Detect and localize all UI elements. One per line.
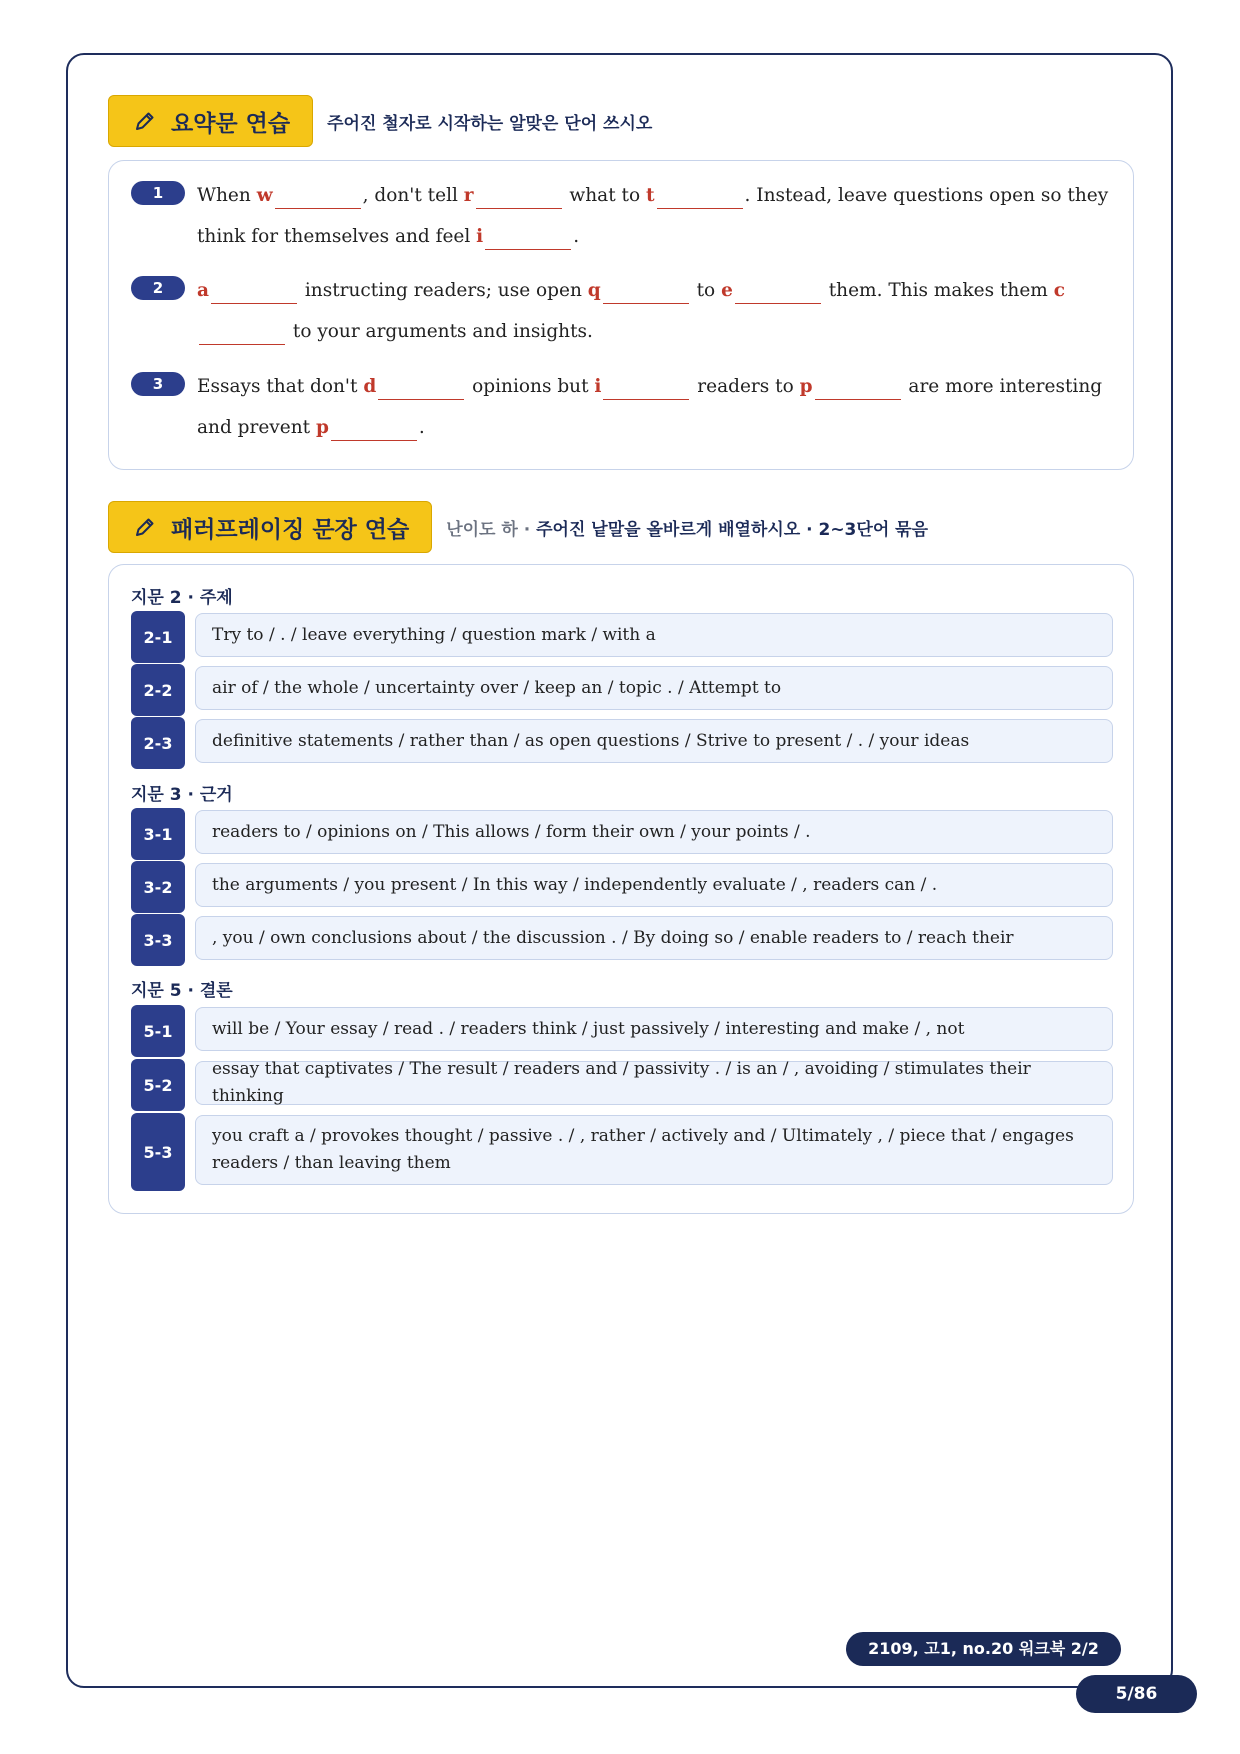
paraphrase-row [131, 916, 1113, 960]
sentence-text: When [197, 185, 257, 206]
paraphrase-row [131, 1115, 1113, 1185]
workbook-tag: 2109, 고1, no.20 워크북 2/2 [846, 1632, 1121, 1666]
sentence-text: are more interesting and prevent [197, 376, 1103, 438]
word-chunks-box: will be / Your essay / read . / readers think / just passively / interesting and make / , not [195, 1007, 1113, 1051]
summary-box [108, 160, 1134, 470]
answer-blank[interactable] [275, 186, 361, 209]
page-number: 5/86 [1076, 1675, 1197, 1713]
summary-section-tag [108, 95, 313, 147]
word-chunks-box: , you / own conclusions about / the discussion . / By doing so / enable readers to / reach their [195, 916, 1113, 960]
answer-blank[interactable] [378, 377, 464, 400]
hint-letter: i [594, 376, 602, 397]
summary-instruction: 주어진 철자로 시작하는 알맞은 단어 쓰시오 [327, 113, 653, 134]
paraphrase-section-tag [108, 501, 432, 553]
pencil-icon [133, 109, 157, 133]
hint-letter: p [315, 417, 329, 438]
word-chunks-box: air of / the whole / uncertainty over / keep an / topic . / Attempt to [195, 666, 1113, 710]
hint-letter: e [721, 280, 733, 301]
paraphrase-row [131, 863, 1113, 907]
row-number-badge: 5-3 [131, 1113, 185, 1191]
row-number-badge: 3-3 [131, 914, 185, 966]
sentence-text: instructing readers; use open [299, 280, 588, 301]
sentence-text: . [573, 226, 580, 247]
summary-sentence [197, 270, 1117, 352]
word-chunks-box: essay that captivates / The result / readers and / passivity . / is an / , avoiding / stimulates their thinking [195, 1061, 1113, 1105]
answer-blank[interactable] [815, 377, 901, 400]
answer-blank[interactable] [735, 281, 821, 304]
paraphrase-instruction: 주어진 낱말을 올바르게 배열하시오 · 2~3단어 묶음 [536, 519, 928, 540]
row-number-badge: 2-3 [131, 717, 185, 769]
answer-blank[interactable] [485, 227, 571, 250]
row-number-badge: 2-2 [131, 664, 185, 716]
pencil-icon [133, 515, 157, 539]
word-chunks-box: definitive statements / rather than / as open questions / Strive to present / . / your ideas [195, 719, 1113, 763]
paraphrase-section-title: 패러프레이징 문장 연습 [171, 516, 410, 543]
sentence-text: what to [563, 185, 646, 206]
row-number-badge: 5-2 [131, 1059, 185, 1111]
hint-letter: d [363, 376, 377, 397]
sentence-text: Essays that don't [197, 376, 364, 397]
sentence-text: , don't tell [362, 185, 464, 206]
sentence-text: . Instead, leave questions open so they think for themselves and feel [197, 185, 1109, 247]
summary-section-title: 요약문 연습 [171, 110, 291, 137]
row-number-badge: 3-1 [131, 808, 185, 860]
sentence-text: opinions but [466, 376, 595, 397]
sentence-text: them. This makes them [822, 280, 1054, 301]
paraphrase-row [131, 1007, 1113, 1051]
hint-letter: i [476, 226, 484, 247]
sentence-text: to your arguments and insights. [287, 321, 593, 342]
answer-blank[interactable] [657, 186, 743, 209]
sentence-text: . [418, 417, 425, 438]
row-number-badge: 2-1 [131, 611, 185, 663]
summary-section-header [108, 95, 652, 147]
answer-blank[interactable] [603, 281, 689, 304]
word-chunks-box: the arguments / you present / In this way / independently evaluate / , readers can / . [195, 863, 1113, 907]
sentence-text: readers to [691, 376, 800, 397]
sentence-text: to [690, 280, 722, 301]
hint-letter: q [587, 280, 601, 301]
word-chunks-box: readers to / opinions on / This allows / form their own / your points / . [195, 810, 1113, 854]
item-number-badge: 3 [131, 372, 185, 396]
hint-letter: t [645, 185, 655, 206]
summary-sentence [197, 175, 1117, 257]
paraphrase-row [131, 719, 1113, 763]
hint-letter: c [1053, 280, 1065, 301]
paraphrase-section-header [108, 501, 928, 553]
source-label: 지문 2 · 주제 [131, 588, 233, 608]
answer-blank[interactable] [331, 418, 417, 441]
paraphrase-row [131, 613, 1113, 657]
hint-letter: a [197, 280, 209, 301]
source-label: 지문 3 · 근거 [131, 785, 233, 805]
paraphrase-box [108, 564, 1134, 1214]
summary-sentence [197, 366, 1117, 448]
paraphrase-row [131, 810, 1113, 854]
source-label: 지문 5 · 결론 [131, 981, 233, 1001]
item-number-badge: 2 [131, 276, 185, 300]
paraphrase-row [131, 1061, 1113, 1105]
row-number-badge: 5-1 [131, 1005, 185, 1057]
answer-blank[interactable] [603, 377, 689, 400]
answer-blank[interactable] [199, 322, 285, 345]
hint-letter: p [799, 376, 813, 397]
hint-letter: r [463, 185, 474, 206]
row-number-badge: 3-2 [131, 861, 185, 913]
answer-blank[interactable] [211, 281, 297, 304]
paraphrase-row [131, 666, 1113, 710]
hint-letter: w [256, 185, 273, 206]
word-chunks-box: Try to / . / leave everything / question mark / with a [195, 613, 1113, 657]
answer-blank[interactable] [476, 186, 562, 209]
difficulty-label: 난이도 하 · [446, 519, 531, 540]
word-chunks-box: you craft a / provokes thought / passive . / , rather / actively and / Ultimately , / piece that / engages readers / than leaving them [195, 1115, 1113, 1185]
item-number-badge: 1 [131, 181, 185, 205]
